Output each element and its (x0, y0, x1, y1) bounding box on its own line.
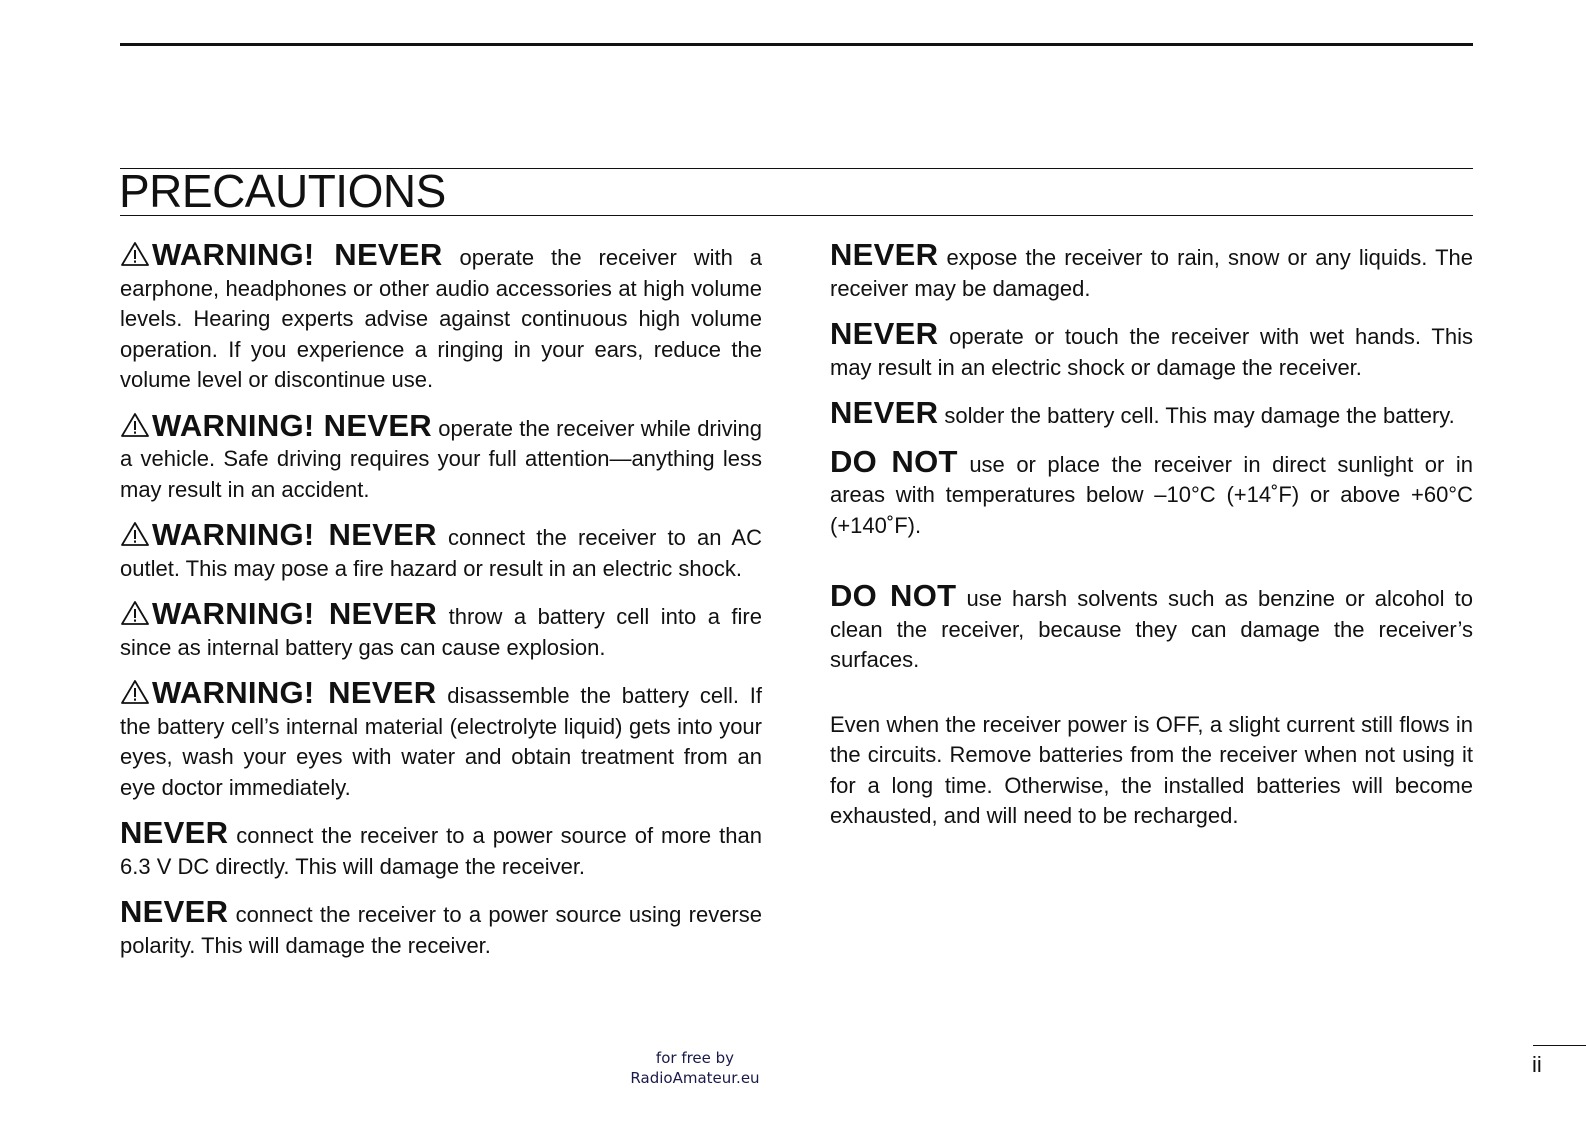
paragraph-text: connect the receiver to a power source of more than 6.3 V DC directly. This will damage the receiver. (120, 823, 762, 879)
caution-paragraph (830, 395, 1473, 432)
paragraph-text: expose the receiver to rain, snow or any liquids. The receiver may be damaged. (830, 245, 1473, 301)
warning-paragraph (120, 596, 762, 663)
page-number-rule (1533, 1045, 1586, 1046)
paragraph-lead: NEVER (120, 815, 229, 850)
info-paragraph: Even when the receiver power is OFF, a slight current still flows in the circuits. Remove batteries from the receiver when not using it for a long time. Otherwise, the installed batteries will become exhausted, and will need to be recharged. (830, 711, 1473, 828)
caution-paragraph (830, 578, 1473, 676)
warning-triangle-icon (120, 679, 150, 705)
paragraph-text: operate the receiver while driving a vehicle. Safe driving requires your full attention—anything less may result in an accident. (120, 415, 762, 502)
paragraph-text: connect the receiver to a power source using reverse polarity. This will damage the receiver. (120, 902, 762, 958)
paragraph-lead: DO NOT (830, 578, 957, 613)
paragraph-lead: NEVER (830, 395, 939, 430)
caution-paragraph (830, 237, 1473, 304)
caution-paragraph (120, 894, 762, 961)
page-number: ii (1532, 1052, 1542, 1077)
warning-paragraph (120, 407, 762, 506)
paragraph-text: use harsh solvents such as benzine or alcohol to clean the receiver, because they can damage the receiver’s surfaces. (830, 586, 1473, 672)
caution-paragraph (120, 815, 762, 882)
page-title: PRECAUTIONS (119, 165, 446, 217)
paragraph-lead: WARNING! NEVER (152, 237, 443, 272)
warning-paragraph (120, 517, 762, 584)
caution-paragraph (830, 443, 1473, 542)
paragraph-text: connect the receiver to an AC outlet. This may pose a fire hazard or result in an electric shock. (120, 525, 762, 581)
paragraph-text: operate the receiver with a earphone, headphones or other audio accessories at high volume levels. Hearing experts advise against continuous high volume operation. If you experience a ringing in your ears, reduce the volume level or discontinue use. (120, 245, 762, 392)
paragraph-text: use or place the receiver in direct sunlight or in areas with temperatures below –10°C (+14˚F) or above +60°C (+140˚F). (830, 451, 1473, 538)
warning-paragraph (120, 675, 762, 803)
credit-line: for free by (655, 1049, 735, 1067)
warning-triangle-icon (120, 521, 150, 547)
warning-triangle-icon (120, 600, 150, 626)
left-column (120, 237, 762, 976)
paragraph-lead: WARNING! NEVER (152, 517, 437, 552)
paragraph-lead: WARNING! NEVER (152, 675, 437, 710)
paragraph-text: disassemble the battery cell. If the battery cell’s internal material (electrolyte liquid) gets into your eyes, wash your eyes with water and obtain treatment from an eye doctor immediately. (120, 683, 762, 800)
warning-paragraph (120, 237, 762, 396)
paragraph-text: throw a battery cell into a fire since as internal battery gas can cause explosion. (120, 604, 762, 660)
warning-triangle-icon (120, 412, 150, 438)
paragraph-lead: NEVER (830, 316, 939, 351)
paragraph-lead: NEVER (830, 237, 939, 272)
title-rule-bottom (120, 215, 1473, 216)
warning-triangle-icon (120, 241, 150, 267)
paragraph-text: operate or touch the receiver with wet hands. This may result in an electric shock or damage the receiver. (830, 324, 1473, 380)
paragraph-lead: WARNING! NEVER (152, 596, 438, 631)
paragraph-lead: DO NOT (830, 443, 958, 479)
header-rule (120, 43, 1473, 46)
right-column (830, 237, 1473, 847)
paragraph-text: solder the battery cell. This may damage the battery. (938, 403, 1455, 428)
credit-site: RadioAmateur.eu (630, 1069, 760, 1087)
footer-credit (620, 1048, 770, 1088)
caution-paragraph (830, 316, 1473, 383)
paragraph-lead: NEVER (120, 894, 229, 929)
paragraph-lead: WARNING! NEVER (152, 407, 432, 443)
